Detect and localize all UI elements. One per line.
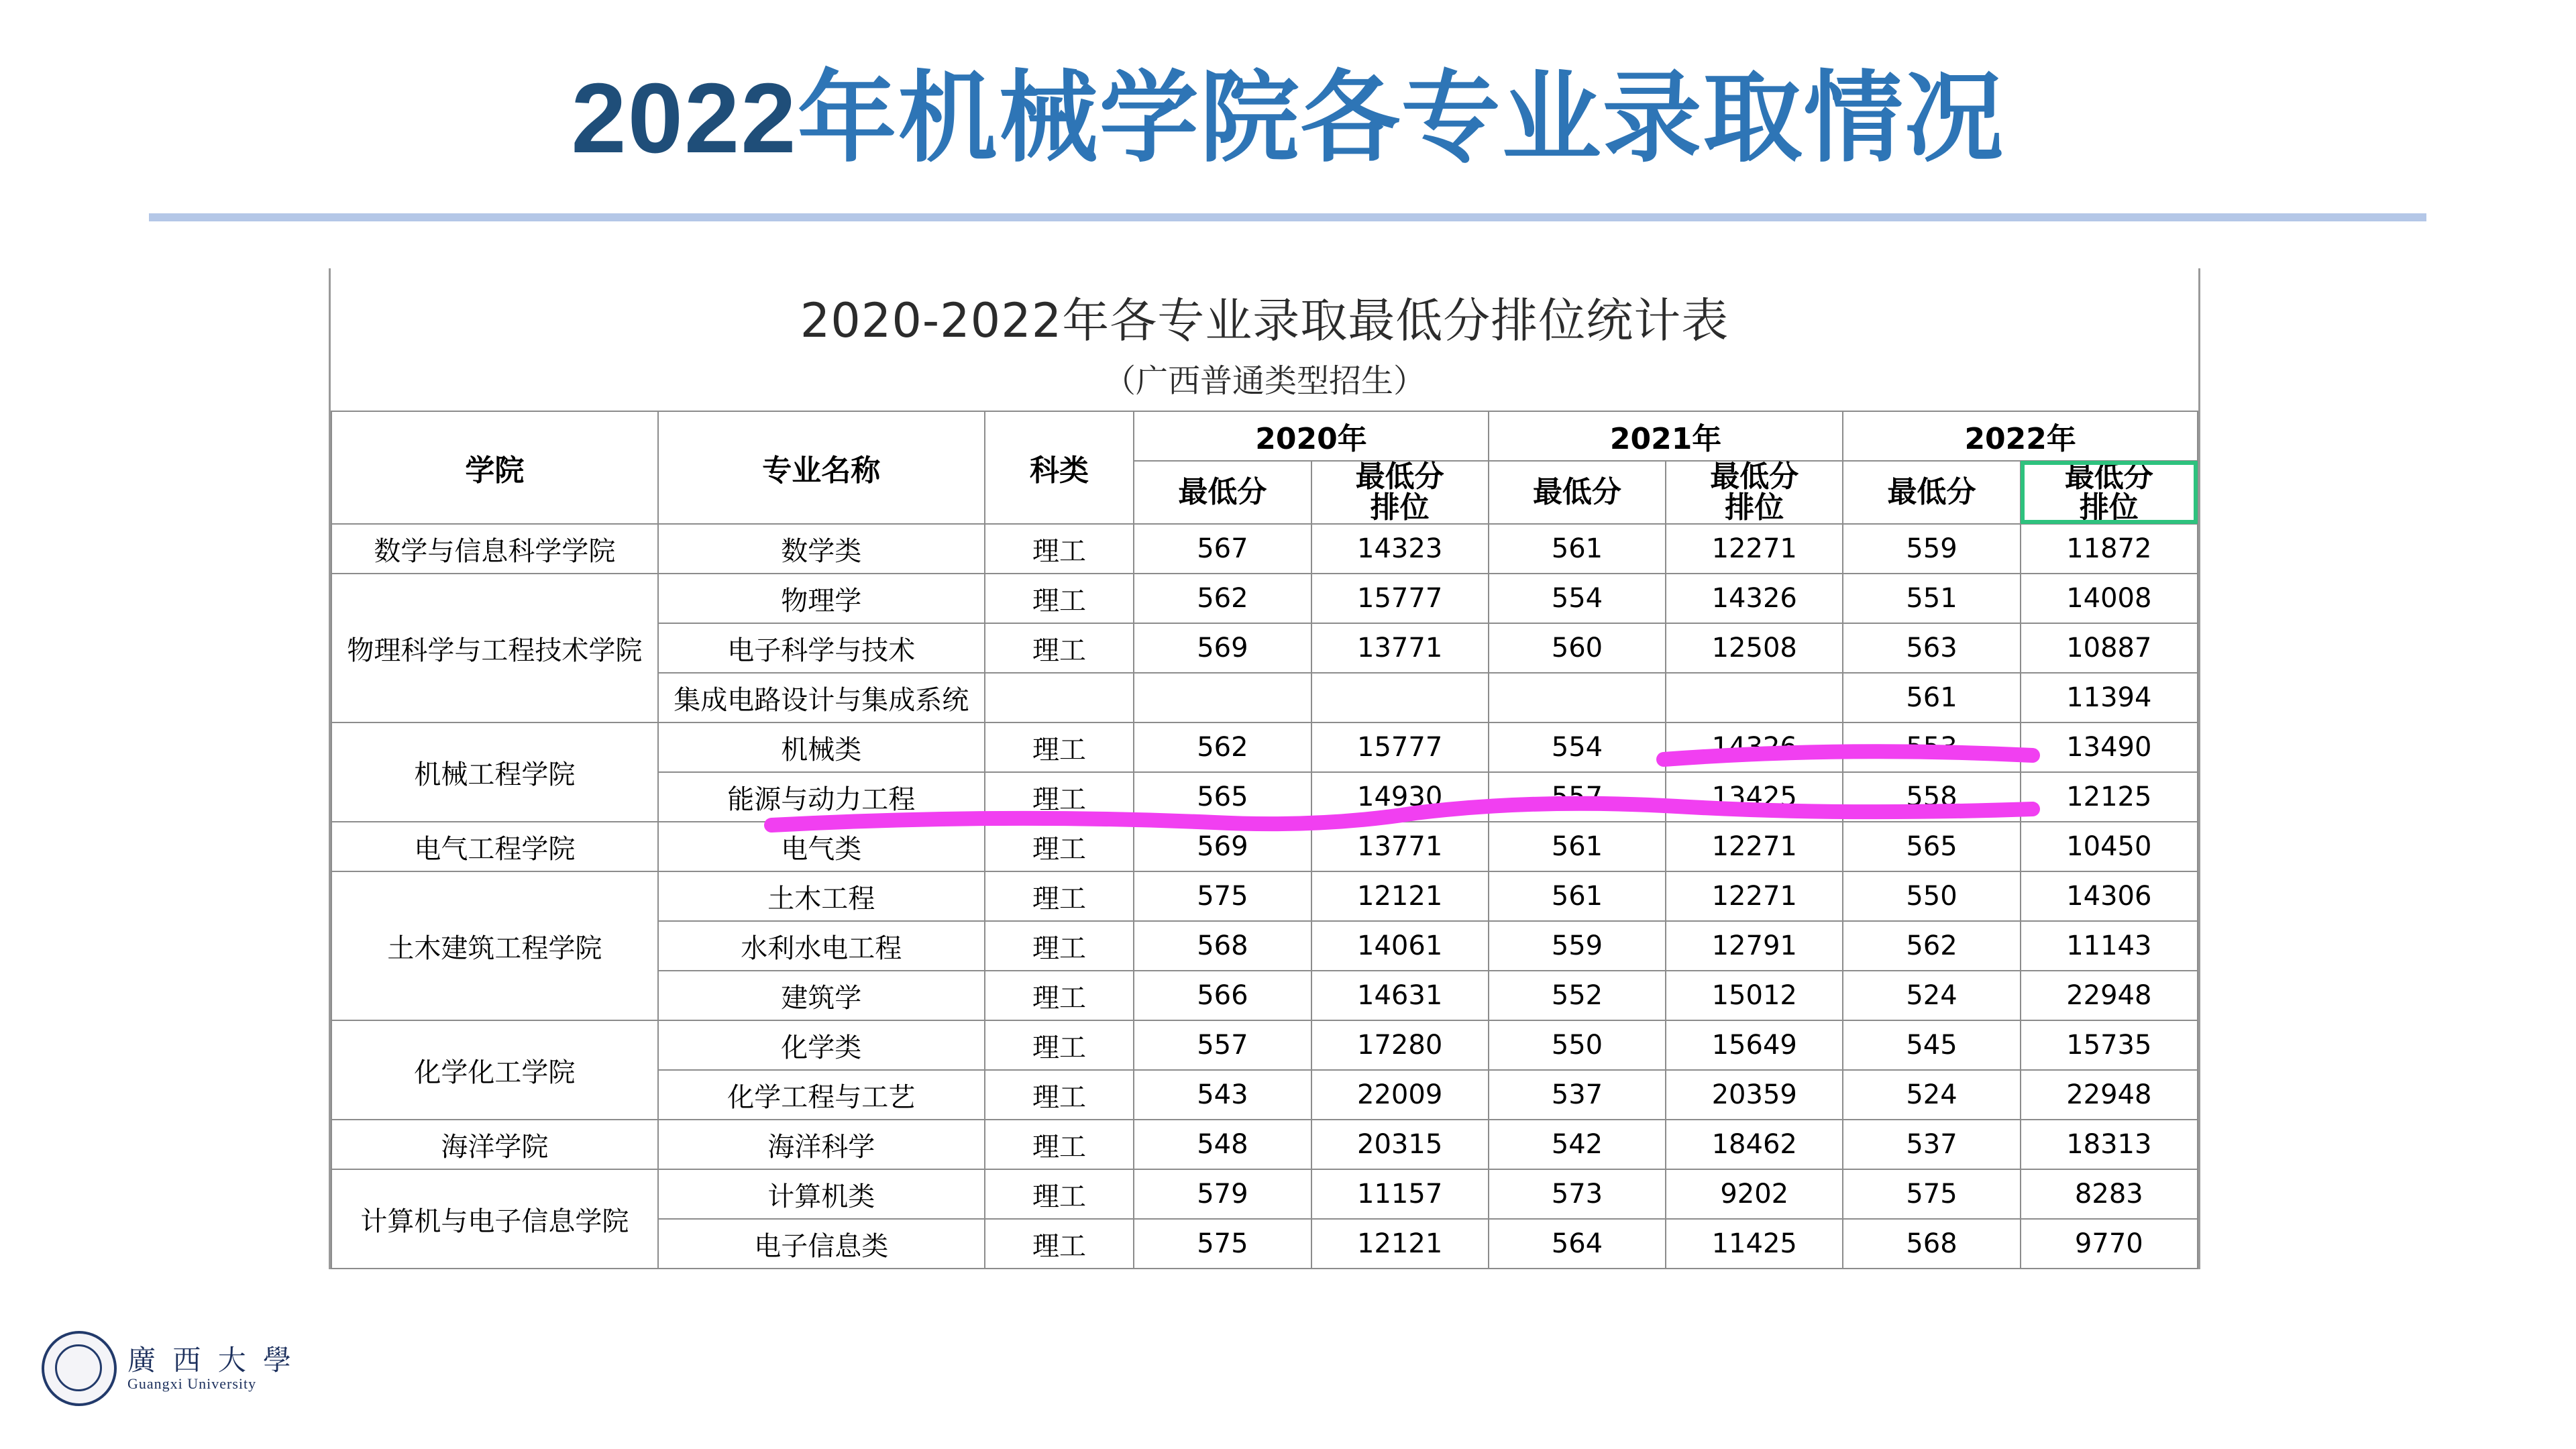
table-row bbox=[331, 1120, 2198, 1169]
cell-2022-min-score: 537 bbox=[1843, 1120, 2020, 1169]
cell-2021-min-rank: 11425 bbox=[1666, 1219, 1843, 1269]
cell-2020-min-score: 569 bbox=[1134, 623, 1311, 673]
table-row bbox=[331, 524, 2198, 574]
cell-2021-min-score: 537 bbox=[1489, 1070, 1666, 1120]
cell-2022-min-score: 550 bbox=[1843, 871, 2020, 921]
header-major: 专业名称 bbox=[658, 411, 985, 524]
cell-2020-min-rank: 13771 bbox=[1311, 623, 1489, 673]
title-year: 2022 bbox=[571, 63, 798, 174]
cell-2020-min-score: 565 bbox=[1134, 772, 1311, 822]
cell-2021-min-score: 550 bbox=[1489, 1020, 1666, 1070]
cell-2022-min-rank: 12125 bbox=[2021, 772, 2198, 822]
cell-major: 物理学 bbox=[658, 574, 985, 623]
header-2022-min-rank: 最低分 排位 bbox=[2021, 461, 2198, 524]
cell-2022-min-score: 559 bbox=[1843, 524, 2020, 574]
cell-category: 理工 bbox=[985, 1070, 1134, 1120]
cell-2020-min-rank: 12121 bbox=[1311, 871, 1489, 921]
cell-2021-min-score: 561 bbox=[1489, 524, 1666, 574]
table-row bbox=[331, 1169, 2198, 1219]
cell-2022-min-rank: 22948 bbox=[2021, 971, 2198, 1020]
cell-2021-min-score: 561 bbox=[1489, 822, 1666, 871]
cell-college: 化学化工学院 bbox=[331, 1020, 658, 1120]
table-title: 2020-2022年各专业录取最低分排位统计表 bbox=[800, 293, 1729, 348]
cell-2020-min-rank: 15777 bbox=[1311, 574, 1489, 623]
cell-2021-min-rank: 18462 bbox=[1666, 1120, 1843, 1169]
admission-stats-table bbox=[331, 411, 2198, 1269]
cell-2022-min-rank: 11872 bbox=[2021, 524, 2198, 574]
cell-2022-min-score: 551 bbox=[1843, 574, 2020, 623]
logo-name-en: Guangxi University bbox=[127, 1375, 257, 1392]
cell-2022-min-score: 524 bbox=[1843, 1070, 2020, 1120]
cell-2022-min-rank: 9770 bbox=[2021, 1219, 2198, 1269]
cell-2020-min-rank: 11157 bbox=[1311, 1169, 1489, 1219]
cell-2020-min-rank: 15777 bbox=[1311, 722, 1489, 772]
cell-category: 理工 bbox=[985, 722, 1134, 772]
logo-name-cn: 廣 西 大 學 bbox=[127, 1343, 296, 1377]
cell-2020-min-score: 543 bbox=[1134, 1070, 1311, 1120]
cell-2020-min-rank: 17280 bbox=[1311, 1020, 1489, 1070]
university-logo bbox=[42, 1325, 330, 1412]
cell-category: 理工 bbox=[985, 1219, 1134, 1269]
header-year-2022: 2022年 bbox=[1843, 411, 2198, 461]
cell-2020-min-score: 566 bbox=[1134, 971, 1311, 1020]
cell-2020-min-score: 575 bbox=[1134, 871, 1311, 921]
cell-2021-min-score: 561 bbox=[1489, 871, 1666, 921]
cell-2021-min-rank: 12508 bbox=[1666, 623, 1843, 673]
cell-2020-min-score: 568 bbox=[1134, 921, 1311, 971]
cell-major: 土木工程 bbox=[658, 871, 985, 921]
cell-category: 理工 bbox=[985, 921, 1134, 971]
cell-category: 理工 bbox=[985, 1020, 1134, 1070]
cell-category: 理工 bbox=[985, 871, 1134, 921]
cell-2020-min-score: 567 bbox=[1134, 524, 1311, 574]
cell-major: 能源与动力工程 bbox=[658, 772, 985, 822]
cell-college: 电气工程学院 bbox=[331, 822, 658, 871]
cell-2021-min-score: 554 bbox=[1489, 574, 1666, 623]
cell-category: 理工 bbox=[985, 822, 1134, 871]
header-2020-min-rank: 最低分 排位 bbox=[1311, 461, 1489, 524]
cell-2022-min-score: 575 bbox=[1843, 1169, 2020, 1219]
logo-text bbox=[127, 1345, 295, 1392]
cell-2021-min-rank: 15012 bbox=[1666, 971, 1843, 1020]
cell-category: 理工 bbox=[985, 1120, 1134, 1169]
cell-college: 海洋学院 bbox=[331, 1120, 658, 1169]
cell-2020-min-score: 569 bbox=[1134, 822, 1311, 871]
title-rest: 年机械学院各专业录取情况 bbox=[797, 63, 2005, 174]
cell-major: 数学类 bbox=[658, 524, 985, 574]
cell-2022-min-score: 545 bbox=[1843, 1020, 2020, 1070]
cell-2020-min-score: 562 bbox=[1134, 574, 1311, 623]
cell-major: 电气类 bbox=[658, 822, 985, 871]
table-row bbox=[331, 822, 2198, 871]
table-body bbox=[331, 524, 2198, 1269]
cell-college: 数学与信息科学学院 bbox=[331, 524, 658, 574]
cell-2021-min-rank: 14326 bbox=[1666, 722, 1843, 772]
cell-2020-min-rank: 14631 bbox=[1311, 971, 1489, 1020]
cell-2021-min-rank: 13425 bbox=[1666, 772, 1843, 822]
cell-2021-min-score: 552 bbox=[1489, 971, 1666, 1020]
cell-2022-min-rank: 18313 bbox=[2021, 1120, 2198, 1169]
cell-2020-min-score: 557 bbox=[1134, 1020, 1311, 1070]
cell-category: 理工 bbox=[985, 524, 1134, 574]
cell-2020-min-score bbox=[1134, 673, 1311, 722]
header-2021-min-rank: 最低分 排位 bbox=[1666, 461, 1843, 524]
cell-2020-min-rank: 13771 bbox=[1311, 822, 1489, 871]
cell-2022-min-score: 568 bbox=[1843, 1219, 2020, 1269]
table-subtitle: （广西普通类型招生） bbox=[1103, 362, 1426, 400]
cell-major: 水利水电工程 bbox=[658, 921, 985, 971]
cell-2021-min-rank: 12271 bbox=[1666, 822, 1843, 871]
cell-2021-min-rank: 9202 bbox=[1666, 1169, 1843, 1219]
cell-2020-min-rank: 20315 bbox=[1311, 1120, 1489, 1169]
cell-2020-min-rank: 22009 bbox=[1311, 1070, 1489, 1120]
cell-major: 机械类 bbox=[658, 722, 985, 772]
header-college: 学院 bbox=[331, 411, 658, 524]
cell-2022-min-rank: 15735 bbox=[2021, 1020, 2198, 1070]
stats-table-card bbox=[329, 268, 2200, 1269]
cell-2022-min-rank: 14008 bbox=[2021, 574, 2198, 623]
cell-major: 电子科学与技术 bbox=[658, 623, 985, 673]
table-row bbox=[331, 871, 2198, 921]
cell-2022-min-score: 565 bbox=[1843, 822, 2020, 871]
header-category: 科类 bbox=[985, 411, 1134, 524]
seal-icon bbox=[42, 1331, 117, 1406]
cell-2021-min-score: 559 bbox=[1489, 921, 1666, 971]
cell-2020-min-rank: 14930 bbox=[1311, 772, 1489, 822]
cell-major: 建筑学 bbox=[658, 971, 985, 1020]
header-2022-min-score: 最低分 bbox=[1843, 461, 2020, 524]
cell-major: 计算机类 bbox=[658, 1169, 985, 1219]
cell-2020-min-score: 575 bbox=[1134, 1219, 1311, 1269]
cell-2020-min-score: 548 bbox=[1134, 1120, 1311, 1169]
cell-2022-min-score: 553 bbox=[1843, 722, 2020, 772]
cell-2022-min-rank: 8283 bbox=[2021, 1169, 2198, 1219]
cell-2022-min-rank: 10887 bbox=[2021, 623, 2198, 673]
cell-2020-min-rank: 12121 bbox=[1311, 1219, 1489, 1269]
cell-2022-min-rank: 11394 bbox=[2021, 673, 2198, 722]
cell-2022-min-score: 562 bbox=[1843, 921, 2020, 971]
table-row bbox=[331, 574, 2198, 623]
cell-2021-min-score: 542 bbox=[1489, 1120, 1666, 1169]
header-year-2020: 2020年 bbox=[1134, 411, 1489, 461]
title-divider bbox=[149, 213, 2426, 221]
cell-2020-min-rank: 14323 bbox=[1311, 524, 1489, 574]
cell-major: 海洋科学 bbox=[658, 1120, 985, 1169]
table-row bbox=[331, 1020, 2198, 1070]
cell-2021-min-rank: 12271 bbox=[1666, 871, 1843, 921]
cell-2022-min-score: 558 bbox=[1843, 772, 2020, 822]
cell-2021-min-score: 564 bbox=[1489, 1219, 1666, 1269]
cell-major: 电子信息类 bbox=[658, 1219, 985, 1269]
cell-2020-min-score: 562 bbox=[1134, 722, 1311, 772]
cell-2021-min-score: 557 bbox=[1489, 772, 1666, 822]
cell-2022-min-rank: 14306 bbox=[2021, 871, 2198, 921]
cell-2022-min-score: 563 bbox=[1843, 623, 2020, 673]
cell-college: 计算机与电子信息学院 bbox=[331, 1169, 658, 1269]
cell-2021-min-rank: 20359 bbox=[1666, 1070, 1843, 1120]
cell-2022-min-rank: 22948 bbox=[2021, 1070, 2198, 1120]
page-title bbox=[0, 39, 2576, 181]
cell-2021-min-rank bbox=[1666, 673, 1843, 722]
cell-2021-min-rank: 15649 bbox=[1666, 1020, 1843, 1070]
cell-2021-min-score bbox=[1489, 673, 1666, 722]
cell-major: 化学类 bbox=[658, 1020, 985, 1070]
cell-category: 理工 bbox=[985, 623, 1134, 673]
cell-college: 物理科学与工程技术学院 bbox=[331, 574, 658, 722]
cell-2022-min-score: 524 bbox=[1843, 971, 2020, 1020]
cell-category bbox=[985, 673, 1134, 722]
cell-category: 理工 bbox=[985, 971, 1134, 1020]
cell-category: 理工 bbox=[985, 1169, 1134, 1219]
cell-2022-min-score: 561 bbox=[1843, 673, 2020, 722]
cell-2022-min-rank: 10450 bbox=[2021, 822, 2198, 871]
table-row bbox=[331, 722, 2198, 772]
cell-2022-min-rank: 11143 bbox=[2021, 921, 2198, 971]
cell-2022-min-rank: 13490 bbox=[2021, 722, 2198, 772]
header-2020-min-score: 最低分 bbox=[1134, 461, 1311, 524]
cell-2021-min-score: 573 bbox=[1489, 1169, 1666, 1219]
cell-category: 理工 bbox=[985, 574, 1134, 623]
cell-2021-min-rank: 12271 bbox=[1666, 524, 1843, 574]
cell-major: 化学工程与工艺 bbox=[658, 1070, 985, 1120]
header-2021-min-score: 最低分 bbox=[1489, 461, 1666, 524]
cell-2021-min-rank: 14326 bbox=[1666, 574, 1843, 623]
cell-2021-min-rank: 12791 bbox=[1666, 921, 1843, 971]
cell-category: 理工 bbox=[985, 772, 1134, 822]
cell-2020-min-rank bbox=[1311, 673, 1489, 722]
cell-college: 机械工程学院 bbox=[331, 722, 658, 822]
cell-college: 土木建筑工程学院 bbox=[331, 871, 658, 1020]
header-year-2021: 2021年 bbox=[1489, 411, 1843, 461]
cell-2021-min-score: 554 bbox=[1489, 722, 1666, 772]
cell-2021-min-score: 560 bbox=[1489, 623, 1666, 673]
cell-2020-min-score: 579 bbox=[1134, 1169, 1311, 1219]
cell-major: 集成电路设计与集成系统 bbox=[658, 673, 985, 722]
table-header-row-1 bbox=[331, 411, 2198, 461]
cell-2020-min-rank: 14061 bbox=[1311, 921, 1489, 971]
